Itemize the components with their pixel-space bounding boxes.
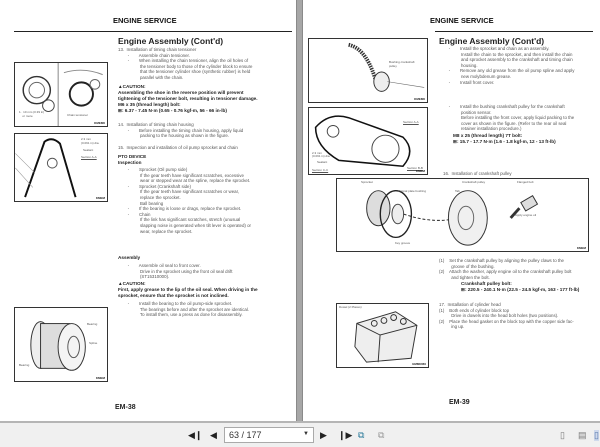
last-page-icon[interactable]: ❙▶ bbox=[338, 430, 353, 440]
text-block bbox=[118, 122, 243, 139]
text-line: packing to the housing as shown in the figure. bbox=[118, 133, 230, 139]
text-line: cover as shown in the figure. (Refer to the rear oil seal bbox=[439, 120, 567, 126]
text-line: The bearings before and after the sprocket are identical. bbox=[118, 306, 249, 312]
prev-page-icon[interactable]: ◀ bbox=[210, 430, 217, 440]
text-block bbox=[118, 167, 251, 234]
text-line: - Before installing the timing chain housing, apply liquid bbox=[118, 127, 244, 133]
figure-timing-chain-housing: 2.3 mm (0.091 in) dia. Sealant Section A-A KMEM bbox=[14, 133, 108, 202]
torque-icon: ⊞ bbox=[461, 287, 465, 292]
text-line: wear, replace the sprocket. bbox=[118, 228, 193, 234]
text-line: - Remove any old grease from the oil pump spline and apply bbox=[439, 68, 575, 74]
caution-icon: ▲ bbox=[118, 84, 123, 89]
chevron-down-icon[interactable]: ▼ bbox=[303, 431, 309, 437]
continuous-page-icon[interactable]: ▤ bbox=[578, 430, 587, 440]
text-line: If the gear teeth have significant scratches, excessive bbox=[118, 172, 244, 178]
section-title: Engine Assembly (Cont'd) bbox=[439, 36, 545, 46]
text-line: - Install front cover. bbox=[439, 79, 495, 85]
first-page-icon[interactable]: ◀❙ bbox=[188, 430, 203, 440]
text-block bbox=[118, 47, 252, 81]
page-number: EM-39 bbox=[449, 399, 470, 406]
step-heading: 15. Inspection and installation of oil pump sprocket and chain bbox=[118, 145, 238, 150]
right-page bbox=[303, 0, 600, 421]
text-block bbox=[118, 263, 232, 280]
torque-spec: ⊞: 15.7 - 17.7 N·m (1.6 - 1.8 kgf-m, 12 - 13 ft-lb) bbox=[453, 139, 556, 144]
text-line: (1) Both ends of cylinder block top bbox=[439, 307, 510, 313]
text-line: (ST15310000). bbox=[118, 274, 170, 280]
page-divider bbox=[296, 0, 303, 421]
text-line: To install them, use a press as done for disassembly. bbox=[118, 312, 243, 318]
single-page-icon[interactable]: ▯ bbox=[560, 430, 565, 440]
text-line: that the tensioner cylinder shoe (synthetic rubber) is held bbox=[118, 69, 251, 75]
text-line: - Sprocket (Crankshaft side) bbox=[118, 183, 191, 189]
text-line: - Install the bushing crankshaft pulley for the crankshaft bbox=[439, 104, 565, 109]
caution-text: First, apply grease to the lip of the oil seal. When driving in the sprocket, ensure that the sprocket is not inclined. bbox=[118, 287, 258, 298]
torque-spec: ⊞: 6.37 - 7.45 N·m (0.65 - 0.76 kgf-m, 56 - 66 in-lb) bbox=[118, 108, 227, 113]
text-line: parallel with the chain. bbox=[118, 74, 184, 80]
subheading: Assembly bbox=[118, 255, 141, 260]
text-line: and tighten the bolt. bbox=[439, 274, 490, 280]
caution-text: Assembling the shoe in the reverse position will prevent tightening of the tensioner bolt, resulting in tensioner damage. M6 x 35 (thread length) bolt: bbox=[118, 90, 258, 107]
text-line: position sensor. bbox=[439, 109, 492, 115]
text-line: groove of the bushing. bbox=[439, 263, 495, 269]
text-line: Drive in dowels into the head bolt holes (two positions). bbox=[439, 313, 559, 319]
next-page-icon[interactable]: ▶ bbox=[320, 430, 327, 440]
fit-page-icon[interactable]: ⧉ bbox=[358, 430, 365, 440]
text-line: - Install the bearing to the oil pump-side sprocket. bbox=[118, 301, 233, 306]
text-line: (2) Attach the washer, apply engine oil to the crankshaft pulley bolt bbox=[439, 269, 572, 275]
text-block bbox=[118, 301, 249, 318]
text-line: replace the sprocket. bbox=[118, 194, 181, 200]
torque-spec: ⊞: 220.5 - 240.1 N·m (22.5 - 24.5 kgf-m, 163 - 177 ft-lb) bbox=[461, 287, 580, 292]
figure-cylinder-block: Dowel (2 Places) EMM0060 bbox=[336, 303, 429, 368]
text-line: - If the bearing is loose or drags, replace the sprocket. bbox=[118, 206, 242, 212]
text-line: Ball bearing bbox=[118, 200, 164, 206]
text-line: new molybdenum grease. bbox=[439, 73, 512, 79]
header-rule bbox=[14, 31, 292, 32]
text-line: (1) Set the crankshaft pulley by aligning the pulley claws to the bbox=[439, 258, 564, 263]
text-line: 17. Installation of cylinder head bbox=[439, 302, 501, 307]
text-block bbox=[439, 258, 572, 280]
bolt-spec: M8 x 25 (thread length) 7T bolt: bbox=[453, 133, 523, 138]
caution: ▲CAUTION: bbox=[118, 84, 146, 89]
page-header: ENGINE SERVICE bbox=[430, 16, 494, 25]
text-line: 13. Installation of timing chain tensioner bbox=[118, 47, 197, 52]
text-line: If the link has significant scratches, stretch (unusual bbox=[118, 217, 241, 223]
text-line: slapping noise is generated when tilt lever is operated) or bbox=[118, 222, 252, 228]
text-line: If the gear teeth have significant scratches or wear, bbox=[118, 189, 240, 195]
section-title: Engine Assembly (Cont'd) bbox=[118, 36, 224, 46]
bolt-spec: Crankshaft pulley bolt: bbox=[461, 281, 512, 286]
torque-icon: ⊞ bbox=[453, 139, 457, 144]
text-block bbox=[439, 104, 574, 132]
figure-timing-chain-tensioner: 1. 10 mm (0.39 in) or more Chain tensioner KMEM0 bbox=[14, 62, 108, 127]
text-line: Before installing the front cover, apply liquid packing to the bbox=[439, 115, 575, 121]
figure-bushing-crankshaft-pulley: Bushing crankshaft pulley KMEM0 bbox=[308, 38, 428, 103]
text-line: and sprocket assembly to the crankshaft and timing chain bbox=[439, 57, 573, 63]
text-line: the tensioner body to those of the cylinder block to ensure bbox=[118, 63, 253, 69]
page-number-input[interactable]: 63 / 177 ▼ bbox=[224, 427, 314, 443]
subheading: Inspection bbox=[118, 160, 142, 165]
text-line: - Sprocket (Oil pump side) bbox=[118, 167, 188, 172]
text-line: retainer installation procedure.) bbox=[439, 126, 522, 132]
caution: ▲CAUTION: bbox=[118, 281, 146, 286]
figure-crankshaft-pulley: Sprocket Crankshaft pulley Flanged bolt Signal plate bushing Tab Apply engine oil Key groove KMEM bbox=[336, 178, 589, 252]
header-rule bbox=[435, 31, 593, 32]
step-heading: 16. Installation of crankshaft pulley bbox=[443, 171, 512, 176]
caution-icon: ▲ bbox=[118, 281, 123, 286]
text-line: (2) Place the head gasket on the block top with the copper side fac- bbox=[439, 318, 574, 324]
page-number: EM-38 bbox=[115, 404, 136, 411]
figure-front-cover-sealant: Section A-A Section B-B 2.3 mm (0.091 in) dia. Sealant Section C-C KMEM bbox=[308, 107, 428, 175]
text-line: wear or stepped wear at the spline, replace the sprocket. bbox=[118, 178, 251, 184]
text-line: ing up. bbox=[439, 324, 465, 330]
pdf-toolbar bbox=[0, 421, 600, 447]
text-line: - When installing the chain tensioner, align the oil holes of bbox=[118, 58, 249, 64]
page-header: ENGINE SERVICE bbox=[113, 16, 177, 25]
subheading: PTO DEVICE bbox=[118, 154, 147, 159]
text-line: - Assemble chain tensioner. bbox=[118, 52, 190, 58]
text-line: Install the chain to the sprocket, and then install the chain bbox=[439, 51, 573, 57]
text-line: - Chain bbox=[118, 211, 151, 217]
torque-icon: ⊞ bbox=[118, 108, 122, 113]
text-block bbox=[439, 302, 574, 330]
figure-sprocket-bearing: Bearing Spline Bearing KMEM bbox=[14, 307, 108, 382]
two-page-icon[interactable]: ▯ bbox=[594, 430, 599, 440]
fit-width-icon[interactable]: ⧉ bbox=[378, 430, 385, 440]
text-line: housing. bbox=[439, 62, 478, 68]
text-line: - Assemble oil seal to front cover. bbox=[118, 263, 201, 268]
text-line: - Install the sprocket and chain as an assembly. bbox=[439, 46, 550, 51]
left-page bbox=[0, 0, 296, 421]
text-block bbox=[439, 46, 574, 85]
text-line: 14. Installation of timing chain housing bbox=[118, 122, 194, 127]
text-line: Drive in the sprocket using the front oil seal drift bbox=[118, 268, 233, 274]
